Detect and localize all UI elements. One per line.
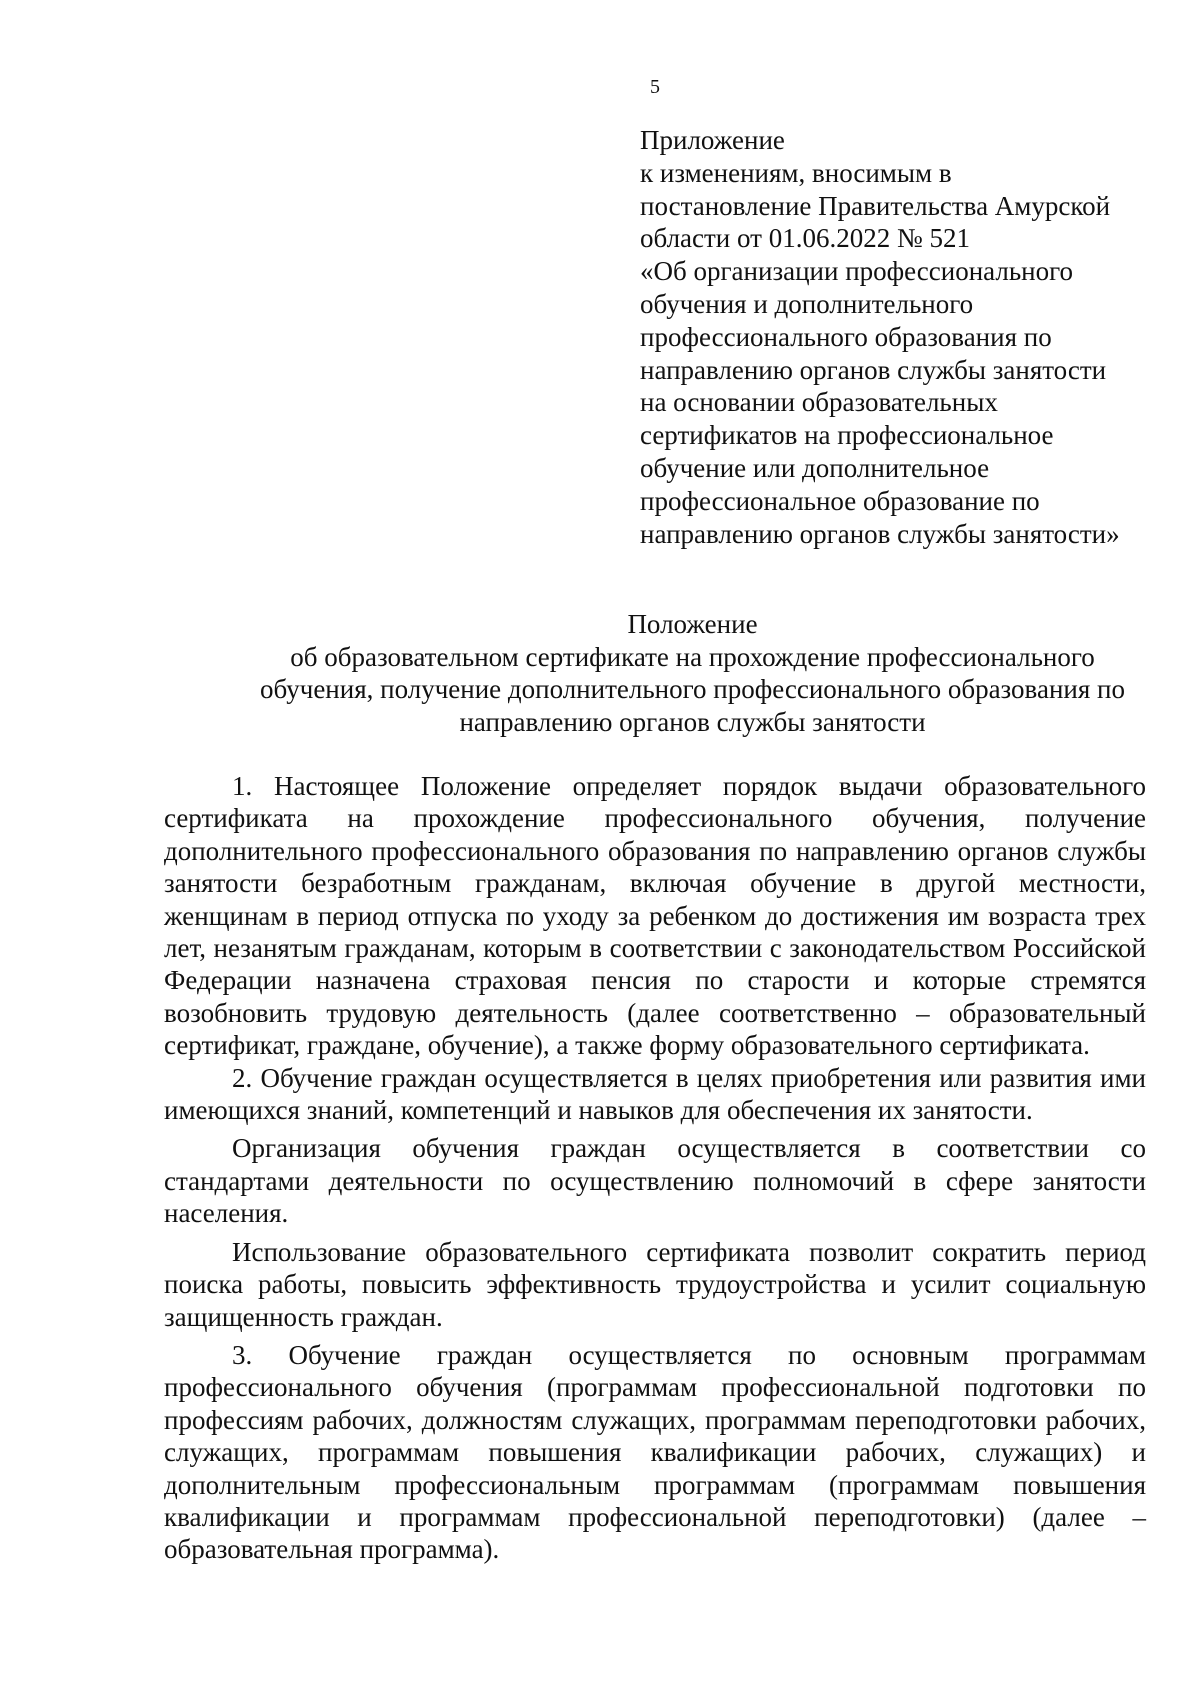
appendix-line: постановление Правительства Амурской: [640, 190, 1111, 221]
title-subtitle-line: об образовательном сертификате на прохождение профессионального: [290, 641, 1095, 672]
appendix-line: на основании образовательных: [640, 387, 998, 418]
appendix-line: профессионального образования по: [640, 321, 1052, 352]
appendix-line: к изменениям, вносимым в: [640, 157, 952, 188]
appendix-line: профессиональное образование по: [640, 485, 1040, 516]
appendix-line: «Об организации профессионального: [640, 256, 1074, 287]
appendix-line: сертификатов на профессиональное: [640, 420, 1054, 451]
paragraph-2: 2. Обучение граждан осуществляется в целях приобретения или развития ими имеющихся знаний, компетенций и навыков для обеспечения их занятости.: [164, 1062, 1146, 1126]
title-subtitle-line: направлению органов службы занятости: [459, 706, 926, 737]
title-subtitle-line: обучения, получение дополнительного профессионального образования по: [260, 674, 1125, 704]
appendix-line: Приложение: [640, 125, 785, 155]
paragraph-1: 1. Настоящее Положение определяет порядок выдачи образовательного сертификата на прохождение профессионального обучения, получение дополнительного профессионального образования по направлению органов службы занятости безработным гражданам, включая обучение в другой местности, женщинам в период отпуска по уходу за ребенком до достижения им возраста трех лет, незанятым гражданам, которым в соответствии с законодательством Российской Федерации назначена страховая пенсия по старости и которые стремятся возобновить трудовую деятельность (далее соответственно – образовательный сертификат, граждане, обучение), а также форму образовательного сертификата.: [164, 771, 1146, 1061]
appendix-line: обучение или дополнительное: [640, 452, 990, 483]
appendix-line: направлению органов службы занятости»: [640, 518, 1120, 549]
appendix-line: обучения и дополнительного: [640, 288, 974, 319]
page-number: 5: [650, 76, 660, 98]
paragraph-3: 3. Обучение граждан осуществляется по основным программам профессионального обучения (программам профессиональной подготовки по профессиям рабочих, должностям служащих, программам переподготовки рабочих, служащих, программам повышения квалификации рабочих, служащих) и дополнительным профессиональным программам (программам повышения квалификации и программам профессиональной переподготовки) (далее – образовательная программа).: [164, 1339, 1146, 1565]
title-heading: Положение: [627, 609, 758, 639]
paragraph-2-organization: Организация обучения граждан осуществляется в соответствии со стандартами деятельности по осуществлению полномочий в сфере занятости населения.: [164, 1133, 1146, 1229]
document-title: [170, 608, 1200, 738]
appendix-line: направлению органов службы занятости: [640, 354, 1107, 385]
document-body: [164, 770, 1146, 1566]
appendix-header: [640, 124, 1160, 550]
appendix-line: области от 01.06.2022 № 521: [640, 223, 970, 254]
paragraph-2-usage: Использование образовательного сертификата позволит сократить период поиска работы, повысить эффективность трудоустройства и усилит социальную защищенность граждан.: [164, 1236, 1146, 1332]
